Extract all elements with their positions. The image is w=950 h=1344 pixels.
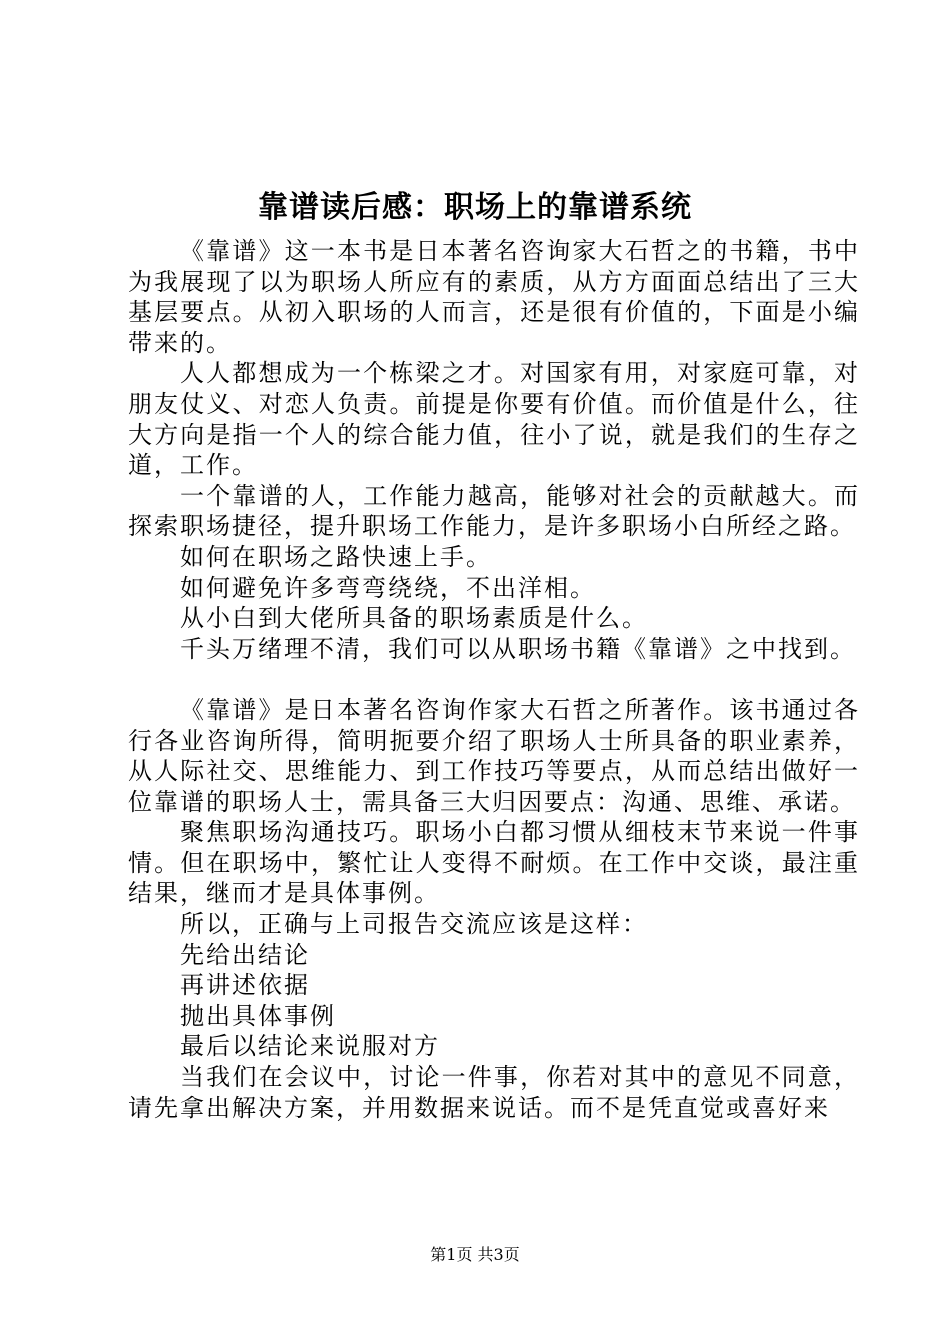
paragraph-12: 再讲述依据 bbox=[180, 971, 310, 1000]
paragraph-11: 先给出结论 bbox=[180, 940, 310, 969]
document-body bbox=[128, 236, 860, 1123]
paragraph-14: 最后以结论来说服对方 bbox=[180, 1032, 440, 1061]
paragraph-13: 抛出具体事例 bbox=[180, 1001, 336, 1030]
paragraph-6: 从小白到大佬所具备的职场素质是什么。 bbox=[180, 604, 648, 633]
paragraph-2: 人人都想成为一个栋梁之才。对国家有用，对家庭可靠，对朋友仗义、对恋人负责。前提是你要有价值。而价值是什么，往大方向是指一个人的综合能力值，往小了说，就是我们的生存之道，工作。 bbox=[128, 359, 860, 480]
paragraph-8: 《靠谱》是日本著名咨询作家大石哲之所著作。该书通过各行各业咨询所得，简明扼要介绍了职场人士所具备的职业素养，从人际社交、思维能力、到工作技巧等要点，从而总结出做好一位靠谱的职场人士，需具备三大归因要点：沟通、思维、承诺。 bbox=[128, 695, 860, 816]
paragraph-4: 如何在职场之路快速上手。 bbox=[180, 542, 492, 571]
paragraph-3: 一个靠谱的人，工作能力越高，能够对社会的贡献越大。而探索职场捷径，提升职场工作能力，是许多职场小白所经之路。 bbox=[128, 481, 860, 541]
paragraph-15: 当我们在会议中，讨论一件事，你若对其中的意见不同意，请先拿出解决方案，并用数据来说话。而不是凭直觉或喜好来 bbox=[128, 1063, 860, 1122]
document-title: 靠谱读后感：职场上的靠谱系统 bbox=[258, 190, 692, 225]
paragraph-1: 《靠谱》这一本书是日本著名咨询家大石哲之的书籍，书中为我展现了以为职场人所应有的素质，从方方面面总结出了三大基层要点。从初入职场的人而言，还是很有价值的，下面是小编带来的。 bbox=[128, 237, 860, 357]
page-footer: 第1页 共3页 bbox=[430, 1245, 520, 1264]
paragraph-7: 千头万绪理不清，我们可以从职场书籍《靠谱》之中找到。 bbox=[180, 634, 856, 663]
paragraph-10: 所以，正确与上司报告交流应该是这样： bbox=[180, 910, 648, 939]
paragraph-5: 如何避免许多弯弯绕绕，不出洋相。 bbox=[180, 573, 596, 602]
paragraph-9: 聚焦职场沟通技巧。职场小白都习惯从细枝末节来说一件事情。但在职场中，繁忙让人变得不耐烦。在工作中交谈，最注重结果，继而才是具体事例。 bbox=[128, 818, 860, 908]
blank-line bbox=[128, 664, 860, 695]
